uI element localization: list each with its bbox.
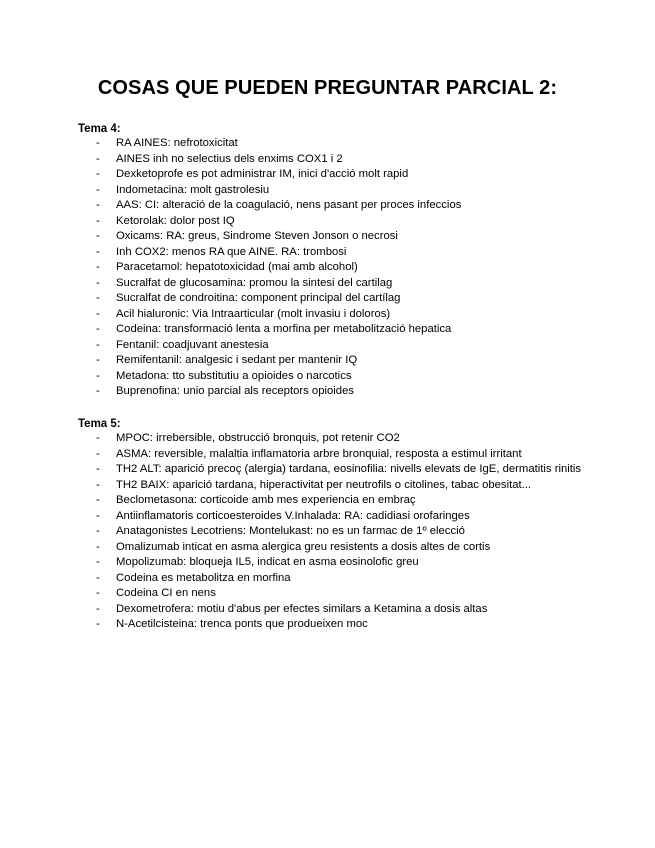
bullet-dash: - [96,338,100,351]
section-tema-4 [78,122,618,400]
bullet-dash: - [96,571,100,584]
list-item-text: TH2 BAIX: aparició tardana, hiperactivitat per neutrofils o citolines, tabac obesitat... [116,478,532,491]
bullet-dash: - [96,385,100,397]
list-item [78,152,618,168]
list-item [78,462,618,478]
list-item [78,291,618,307]
bullet-dash: - [96,323,100,335]
list-item [78,509,618,525]
bullet-dash: - [96,556,100,568]
bullet-dash: - [96,525,100,537]
page-title: COSAS QUE PUEDEN PREGUNTAR PARCIAL 2: [97,77,558,99]
bullet-dash: - [96,307,100,320]
bullet-dash: - [96,230,100,242]
list-item-text: Sucralfat de condroitina: component principal del cartílag [116,292,401,304]
list-item-text: AINES inh no selectius dels enxims COX1 i 2 [116,152,343,165]
list-item [78,338,618,354]
list-item-text: Paracetamol: hepatotoxicidad (mai amb alcohol) [116,261,358,273]
list-item [78,478,618,494]
list-item-text: AAS: CI: alteració de la coagulació, nens pasant per proces infeccios [116,199,462,211]
list-item [78,431,618,447]
list-item-text: Buprenofina: unio parcial als receptors opioides [116,385,355,397]
bullet-dash: - [96,463,100,475]
bullet-dash: - [96,354,100,366]
bullet-dash: - [96,152,100,165]
list-item [78,353,618,369]
list-item-text: Fentanil: coadjuvant anestesia [116,338,269,351]
bullet-dash: - [96,478,100,491]
list-item-text: Codeina: transformació lenta a morfina per metabolització hepatica [116,323,452,335]
list-item-text: Metadona: tto substitutiu a opioides o narcotics [116,369,352,382]
bullet-dash: - [96,199,100,211]
list-item [78,540,618,556]
list-item-text: Ketorolak: dolor post IQ [116,214,235,227]
list-item-text: Codeina es metabolitza en morfina [116,571,291,584]
list-item [78,229,618,245]
list-item [78,167,618,183]
list-item [78,555,618,571]
list-item [78,493,618,509]
list-item [78,260,618,276]
bullet-dash: - [96,587,100,599]
bullet-dash: - [96,261,100,273]
list-item [78,198,618,214]
bullet-dash: - [96,369,100,382]
list-item [78,617,618,633]
section-heading: Tema 4: [78,123,121,135]
list-item [78,384,618,400]
bullet-dash: - [96,447,100,460]
list-item [78,586,618,602]
list-item-text: Anatagonistes Lecotriens: Montelukast: no es un farmac de 1º elecció [116,525,465,537]
bullet-dash: - [96,183,100,196]
list-item-text: Mopolizumab: bloqueja IL5, indicat en asma eosinolofic greu [116,556,419,568]
bullet-dash: - [96,432,100,444]
bullet-dash: - [96,618,100,630]
bullet-dash: - [96,602,100,615]
item-list [78,431,618,633]
list-item-text: TH2 ALT: aparició precoç (alergia) tardana, eosinofilia: nivells elevats de IgE, dermatitis rinitis [116,463,582,475]
list-item-text: N-Acetilcisteina: trenca ponts que produeixen moc [116,618,368,630]
list-item [78,307,618,323]
bullet-dash: - [96,245,100,258]
list-item [78,322,618,338]
list-item-text: Oxicams: RA: greus, Sindrome Steven Jonson o necrosi [116,230,398,242]
list-item-text: Dexketoprofe es pot administrar IM, inici d'acció molt rapid [116,168,409,180]
bullet-dash: - [96,276,100,289]
bullet-dash: - [96,509,100,522]
list-item [78,183,618,199]
section-tema-5 [78,417,618,633]
list-item [78,245,618,261]
list-item [78,214,618,230]
list-item-text: Beclometasona: corticoide amb mes experiencia en embraç [116,494,416,506]
bullet-dash: - [96,540,100,553]
list-item-text: Inh COX2: menos RA que AINE. RA: trombosi [116,245,347,258]
list-item-text: Acil hialuronic: Via Intraarticular (molt invasiu i doloros) [116,307,391,320]
list-item [78,524,618,540]
bullet-dash: - [96,494,100,506]
list-item [78,276,618,292]
list-item-text: Codeina CI en nens [116,587,216,599]
list-item-text: RA AINES: nefrotoxicitat [116,137,238,149]
list-item-text: Dexometrofera: motiu d'abus per efectes similars a Ketamina a dosis altas [116,602,488,615]
list-item [78,369,618,385]
item-list [78,136,618,400]
list-item-text: MPOC: irrebersible, obstrucció bronquis, pot retenir CO2 [116,432,400,444]
list-item [78,447,618,463]
section-heading: Tema 5: [78,418,121,430]
bullet-dash: - [96,137,100,149]
list-item [78,571,618,587]
list-item-text: ASMA: reversible, malaltia inflamatoria arbre bronquial, resposta a estimul irritant [116,447,522,460]
list-item-text: Sucralfat de glucosamina: promou la sintesi del cartilag [116,276,393,289]
list-item-text: Omalizumab inticat en asma alergica greu resistents a dosis altes de cortis [116,540,491,553]
list-item [78,602,618,618]
bullet-dash: - [96,168,100,180]
bullet-dash: - [96,214,100,227]
list-item [78,136,618,152]
list-item-text: Remifentanil: analgesic i sedant per mantenir IQ [116,354,358,366]
list-item-text: Indometacina: molt gastrolesiu [116,183,270,196]
bullet-dash: - [96,292,100,304]
list-item-text: Antiinflamatoris corticoesteroides V.Inhalada: RA: cadidiasi orofaringes [116,509,470,522]
